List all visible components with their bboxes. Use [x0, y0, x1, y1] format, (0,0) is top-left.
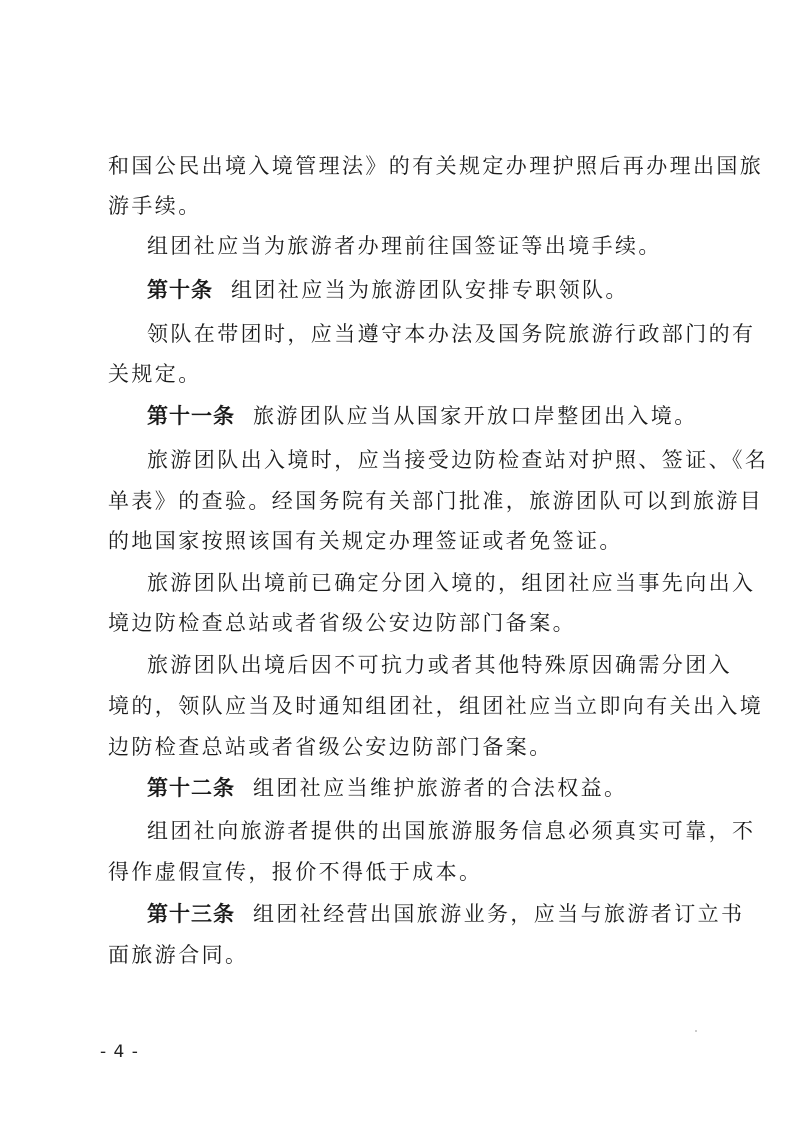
body-line — [147, 817, 756, 845]
article-13-line — [147, 900, 745, 928]
line-text: 组团社应当为旅游团队安排专职领队。 — [231, 278, 629, 302]
line-text: 旅游团队出入境时，应当接受边防检查站对护照、签证、《名 — [147, 448, 769, 472]
line-text: 的地国家按照该国有关规定办理签证或者免签证。 — [108, 529, 623, 553]
body-line — [108, 858, 698, 886]
body-line — [108, 609, 698, 637]
body-line — [108, 360, 698, 388]
line-text: 单表》的查验。经国务院有关部门批准，旅游团队可以到旅游目 — [108, 489, 764, 513]
body-line — [147, 320, 756, 348]
line-text: 游手续。 — [108, 194, 202, 218]
article-11-line — [147, 402, 698, 430]
line-text: 关规定。 — [108, 362, 202, 386]
page-number: - 4 - — [100, 1042, 139, 1062]
line-text: 旅游团队应当从国家开放口岸整团出入境。 — [253, 404, 698, 428]
line-text: 和国公民出境入境管理法》的有关规定办理护照后再办理出国旅 — [108, 154, 764, 178]
line-text: 组团社向旅游者提供的出国旅游服务信息必须真实可靠，不 — [147, 819, 756, 843]
body-line — [108, 192, 698, 220]
line-text: 组团社应当维护旅游者的合法权益。 — [253, 776, 628, 800]
line-text: 面旅游合同。 — [108, 943, 249, 967]
article-heading: 第十三条 — [147, 902, 235, 926]
body-line — [147, 232, 698, 260]
body-line — [147, 446, 769, 474]
body-line — [108, 692, 764, 720]
line-text: 旅游团队出境后因不可抗力或者其他特殊原因确需分团入 — [147, 653, 732, 677]
body-line — [108, 152, 764, 180]
scan-speck — [695, 1030, 697, 1032]
article-10-line — [147, 276, 698, 304]
body-line — [147, 651, 732, 679]
line-text: 领队在带团时，应当遵守本办法及国务院旅游行政部门的有 — [147, 322, 756, 346]
body-line — [147, 569, 756, 597]
line-text: 得作虚假宣传，报价不得低于成本。 — [108, 860, 483, 884]
body-line — [108, 941, 698, 969]
line-text: 组团社应当为旅游者办理前往国签证等出境手续。 — [147, 234, 662, 258]
article-heading: 第十二条 — [147, 776, 235, 800]
article-12-line — [147, 774, 698, 802]
body-line — [108, 487, 764, 515]
body-line — [108, 733, 698, 761]
line-text: 边防检查总站或者省级公安边防部门备案。 — [108, 735, 553, 759]
line-text: 组团社经营出国旅游业务，应当与旅游者订立书 — [253, 902, 745, 926]
line-text: 旅游团队出境前已确定分团入境的，组团社应当事先向出入 — [147, 571, 756, 595]
article-heading: 第十条 — [147, 278, 213, 302]
article-heading: 第十一条 — [147, 404, 235, 428]
body-line — [108, 527, 698, 555]
line-text: 境边防检查总站或者省级公安边防部门备案。 — [108, 611, 576, 635]
line-text: 境的，领队应当及时通知组团社，组团社应当立即向有关出入境 — [108, 694, 764, 718]
